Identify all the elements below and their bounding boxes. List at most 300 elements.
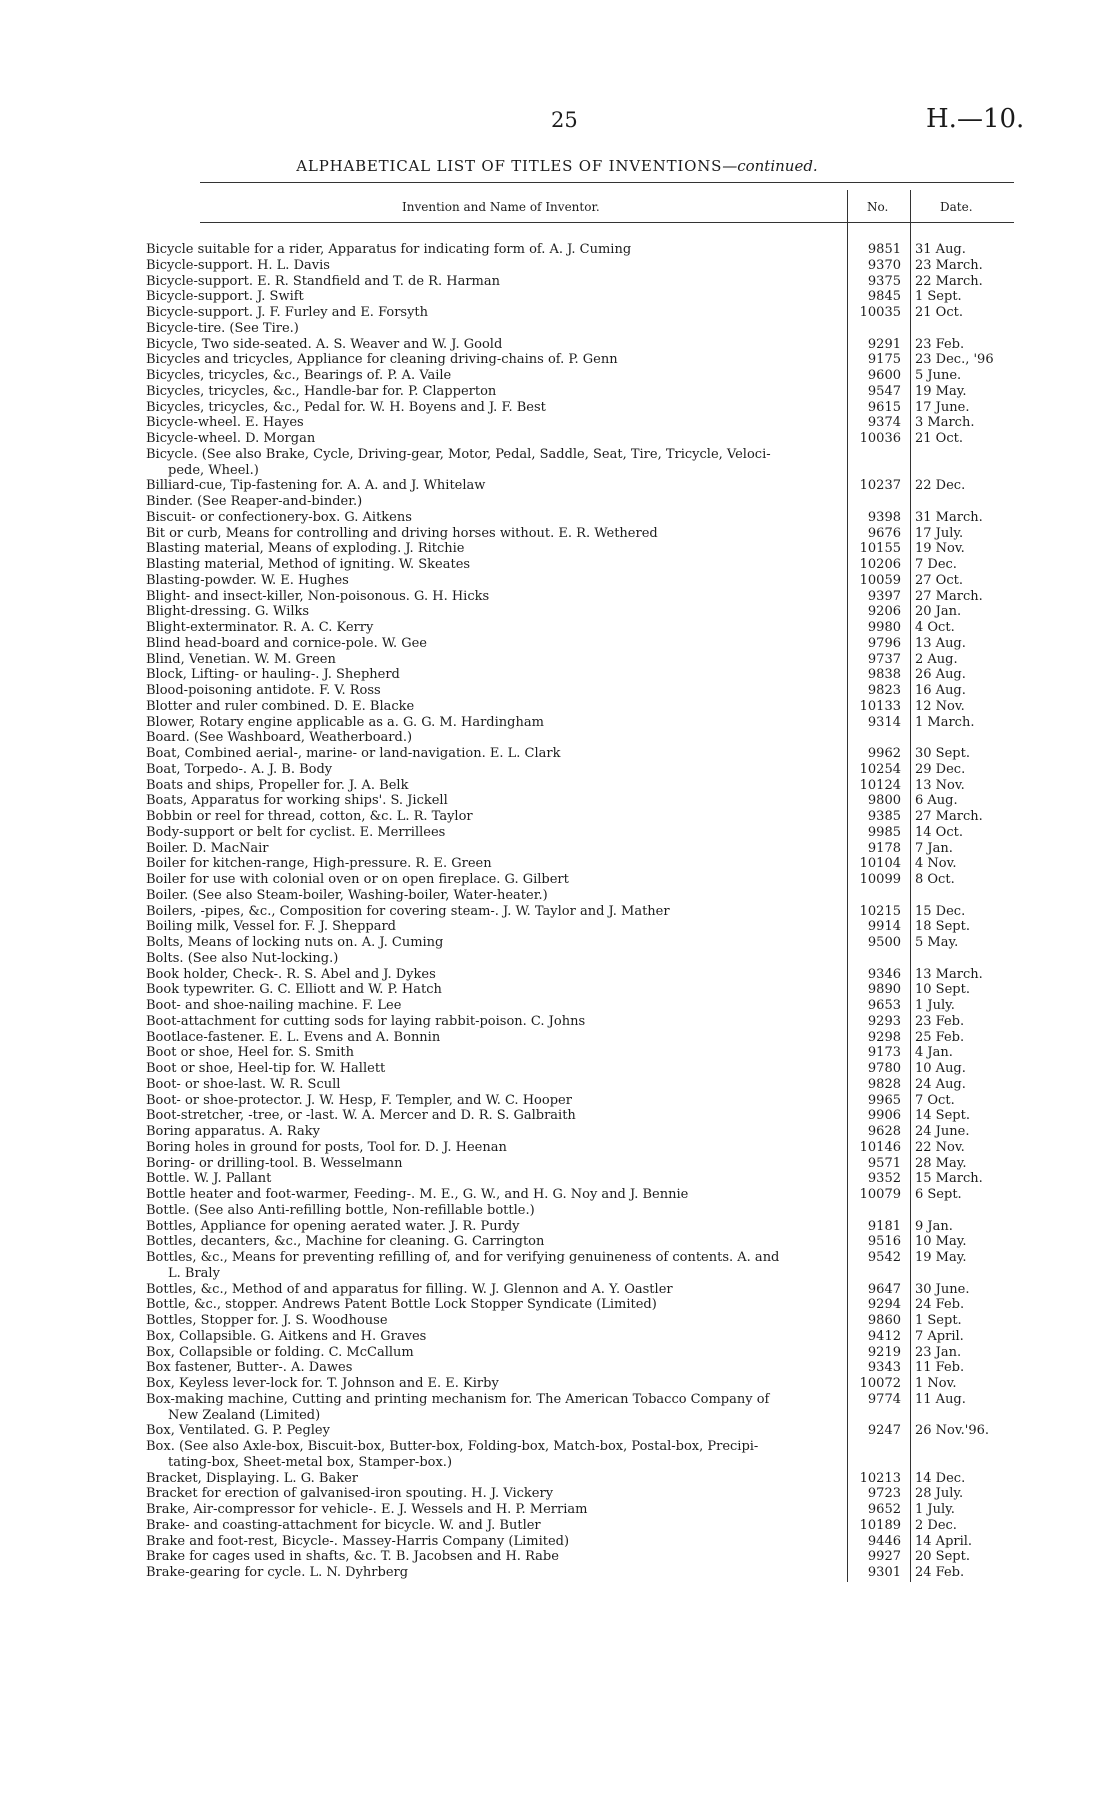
column-header-no: No. [867, 200, 889, 214]
invention-title: pede, Wheel.) [168, 462, 259, 478]
invention-title: Bottles, &c., Means for preventing refilling of, and for verifying genuineness of contents. A. and [146, 1250, 780, 1265]
table-row [146, 1171, 996, 1187]
table-row [146, 1313, 996, 1329]
patent-date: 7 April. [915, 1328, 964, 1344]
table-row [146, 1093, 996, 1109]
patent-number: 9375 [867, 273, 901, 289]
patent-date: 1 Sept. [915, 289, 962, 305]
patent-date: 24 Feb. [915, 1565, 965, 1580]
patent-date: 30 Sept. [915, 746, 970, 761]
invention-title: Book typewriter. G. C. Elliott and W. P. Hatch [146, 982, 442, 998]
table-row [146, 935, 996, 951]
invention-title: Boiler for kitchen-range, High-pressure. R. E. Green [146, 856, 492, 872]
patent-number: 9985 [867, 824, 901, 840]
patent-date: 20 Jan. [915, 604, 962, 620]
invention-title: L. Braly [168, 1265, 220, 1281]
invention-title: Blight-dressing. G. Wilks [146, 604, 310, 620]
patent-date: 26 Nov.'96. [915, 1423, 990, 1439]
table-row [146, 1014, 996, 1030]
invention-title: Boilers, -pipes, &c., Composition for covering steam-. J. W. Taylor and J. Mather [146, 903, 670, 919]
invention-title: Bottles, decanters, &c., Machine for cleaning. G. Carrington [146, 1234, 545, 1250]
patent-number: 9291 [867, 336, 901, 352]
patent-date: 23 Feb. [915, 1013, 965, 1029]
invention-title: Boring- or drilling-tool. B. Wesselmann [146, 1155, 403, 1171]
table-row [146, 1077, 996, 1093]
patent-number: 9181 [867, 1218, 901, 1234]
table-row [146, 1329, 996, 1345]
table-row [146, 841, 996, 857]
table-row [146, 1234, 996, 1250]
invention-title: Box-making machine, Cutting and printing mechanism for. The American Tobacco Company of [146, 1391, 770, 1407]
patent-number: 9600 [867, 368, 901, 383]
invention-title: Boiler. D. MacNair [146, 840, 269, 856]
patent-date: 23 Feb. [915, 336, 965, 352]
table-row [146, 683, 996, 699]
table-row [146, 904, 996, 920]
table-row [146, 573, 996, 589]
invention-title: Box fastener, Butter-. A. Dawes [146, 1360, 353, 1376]
table-row [146, 289, 996, 305]
patent-date: 11 Aug. [915, 1391, 966, 1407]
patent-number: 9314 [867, 714, 901, 730]
patent-number: 9175 [867, 352, 901, 368]
patent-date: 2 Dec. [915, 1517, 957, 1533]
invention-title: Boiler for use with colonial oven or on open fireplace. G. Gilbert [146, 872, 569, 887]
patent-number: 9780 [867, 1061, 901, 1076]
inventions-list [146, 242, 996, 1581]
table-row [146, 652, 996, 668]
invention-title: Bicycle suitable for a rider, Apparatus for indicating form of. A. J. Cuming [146, 242, 632, 257]
invention-title: Bracket, Displaying. L. G. Baker [146, 1470, 358, 1486]
patent-number: 10189 [859, 1517, 901, 1533]
patent-date: 10 Sept. [915, 982, 970, 998]
table-row [146, 1423, 996, 1439]
patent-number: 9774 [867, 1391, 901, 1407]
patent-date: 1 July. [915, 1502, 955, 1517]
patent-date: 25 Feb. [915, 1029, 965, 1045]
invention-title: Box, Collapsible. G. Aitkens and H. Graves [146, 1328, 427, 1344]
table-row [146, 589, 996, 605]
table-row [146, 1124, 996, 1140]
table-row [146, 1439, 996, 1455]
patent-date: 14 Dec. [915, 1470, 966, 1486]
invention-title: Book holder, Check-. R. S. Abel and J. Dykes [146, 966, 436, 982]
patent-number: 9446 [867, 1533, 901, 1549]
invention-title: Bottles, Stopper for. J. S. Woodhouse [146, 1313, 388, 1328]
table-row [146, 888, 996, 904]
invention-title: Bicycle-wheel. E. Hayes [146, 415, 304, 431]
invention-title: Boiler. (See also Steam-boiler, Washing-boiler, Water-heater.) [146, 887, 548, 903]
list-title [0, 157, 1114, 175]
patent-number: 9542 [867, 1250, 901, 1265]
patent-date: 1 March. [915, 714, 975, 730]
patent-number: 10213 [859, 1470, 901, 1486]
table-row [146, 337, 996, 353]
table-row [146, 604, 996, 620]
patent-number: 10237 [859, 478, 901, 494]
patent-date: 29 Dec. [915, 761, 966, 777]
patent-number: 9219 [867, 1344, 901, 1360]
patent-number: 9906 [867, 1108, 901, 1124]
invention-title: Bracket for erection of galvanised-iron spouting. H. J. Vickery [146, 1486, 554, 1502]
table-row [146, 1045, 996, 1061]
table-row [146, 1345, 996, 1361]
patent-date: 17 July. [915, 525, 964, 541]
table-row [146, 557, 996, 573]
patent-number: 10035 [859, 305, 901, 320]
list-title-suffix: —continued. [722, 157, 818, 175]
patent-date: 27 March. [915, 809, 983, 824]
invention-title: Bicycles, tricycles, &c., Bearings of. P. A. Vaile [146, 368, 452, 383]
table-row [146, 636, 996, 652]
patent-number: 9370 [867, 257, 901, 273]
table-row [146, 856, 996, 872]
table-row [146, 667, 996, 683]
patent-number: 9206 [867, 604, 901, 620]
invention-title: Boats and ships, Propeller for. J. A. Belk [146, 777, 409, 793]
patent-date: 24 Aug. [915, 1076, 966, 1092]
table-row [146, 1282, 996, 1298]
table-row [146, 1187, 996, 1203]
invention-title: Blasting-powder. W. E. Hughes [146, 572, 349, 588]
invention-title: Boot or shoe, Heel-tip for. W. Hallett [146, 1061, 386, 1076]
patent-number: 9346 [867, 966, 901, 982]
patent-date: 15 March. [915, 1171, 983, 1187]
table-row [146, 982, 996, 998]
table-row [146, 1518, 996, 1534]
patent-date: 14 Sept. [915, 1108, 970, 1124]
patent-number: 9828 [867, 1076, 901, 1092]
invention-title: Billiard-cue, Tip-fastening for. A. A. and J. Whitelaw [146, 478, 486, 494]
table-row [146, 730, 996, 746]
patent-number: 9845 [867, 289, 901, 305]
invention-title: Box, Keyless lever-lock for. T. Johnson and E. E. Kirby [146, 1376, 499, 1391]
table-row [146, 1549, 996, 1565]
header-bottom-rule [200, 222, 1014, 223]
patent-date: 19 May. [915, 383, 967, 399]
patent-date: 7 Jan. [915, 840, 953, 856]
patent-number: 10104 [859, 856, 901, 872]
patent-date: 23 March. [915, 257, 983, 273]
table-row [146, 1376, 996, 1392]
table-row [146, 242, 996, 258]
patent-number: 9343 [867, 1360, 901, 1376]
patent-date: 4 Jan. [915, 1045, 953, 1061]
patent-date: 21 Oct. [915, 305, 963, 320]
patent-date: 5 May. [915, 935, 959, 950]
table-row [146, 1455, 996, 1471]
table-row [146, 1565, 996, 1581]
invention-title: Bottle, &c., stopper. Andrews Patent Bottle Lock Stopper Syndicate (Limited) [146, 1297, 657, 1313]
invention-title: Binder. (See Reaper-and-binder.) [146, 494, 363, 509]
table-row [146, 541, 996, 557]
invention-title: Bicycles, tricycles, &c., Pedal for. W. H. Boyens and J. F. Best [146, 399, 546, 415]
invention-title: Boats, Apparatus for working ships'. S. Jickell [146, 793, 448, 809]
patent-number: 9173 [867, 1045, 901, 1061]
invention-title: Blind head-board and cornice-pole. W. Gee [146, 635, 427, 651]
patent-number: 9547 [867, 383, 901, 399]
patent-date: 22 Nov. [915, 1139, 965, 1155]
invention-title: Biscuit- or confectionery-box. G. Aitkens [146, 509, 412, 525]
patent-number: 10146 [859, 1139, 901, 1155]
patent-date: 28 May. [915, 1155, 967, 1171]
patent-date: 6 Sept. [915, 1187, 962, 1202]
invention-title: Bicycle. (See also Brake, Cycle, Driving-gear, Motor, Pedal, Saddle, Seat, Tire, Tricycle, Veloci- [146, 446, 771, 462]
table-row [146, 1108, 996, 1124]
patent-number: 9962 [867, 746, 901, 761]
patent-number: 9927 [867, 1549, 901, 1565]
table-row [146, 431, 996, 447]
table-row [146, 967, 996, 983]
table-row [146, 1392, 996, 1408]
invention-title: Blight- and insect-killer, Non-poisonous. G. H. Hicks [146, 588, 490, 604]
invention-title: Bottles, Appliance for opening aerated water. J. R. Purdy [146, 1218, 520, 1234]
patent-date: 20 Sept. [915, 1549, 970, 1565]
patent-number: 10059 [859, 572, 901, 588]
patent-date: 1 Sept. [915, 1313, 962, 1328]
patent-date: 14 Oct. [915, 824, 963, 840]
invention-title: Blasting material, Means of exploding. J. Ritchie [146, 541, 465, 557]
patent-date: 12 Nov. [915, 698, 965, 714]
patent-number: 9397 [867, 588, 901, 604]
patent-date: 14 April. [915, 1533, 973, 1549]
patent-number: 9615 [867, 399, 901, 415]
table-row [146, 1140, 996, 1156]
patent-number: 9571 [867, 1155, 901, 1171]
invention-title: Bicycles, tricycles, &c., Handle-bar for. P. Clapperton [146, 383, 497, 399]
table-row [146, 1030, 996, 1046]
invention-title: Boot- or shoe-last. W. R. Scull [146, 1076, 341, 1092]
patent-number: 9980 [867, 620, 901, 635]
patent-number: 9412 [867, 1328, 901, 1344]
table-row [146, 1408, 996, 1424]
table-row [146, 447, 996, 463]
invention-title: Blotter and ruler combined. D. E. Blacke [146, 698, 415, 714]
invention-title: Bicycle-support. H. L. Davis [146, 257, 330, 273]
invention-title: Boring holes in ground for posts, Tool for. D. J. Heenan [146, 1139, 507, 1155]
invention-title: Bicycle-support. J. Swift [146, 289, 304, 305]
patent-number: 10079 [859, 1187, 901, 1202]
patent-date: 4 Oct. [915, 620, 955, 635]
patent-date: 23 Dec., '96 [915, 352, 994, 368]
invention-title: Blower, Rotary engine applicable as a. G. G. M. Hardingham [146, 714, 544, 730]
table-row [146, 321, 996, 337]
table-row [146, 352, 996, 368]
patent-date: 31 Aug. [915, 242, 966, 257]
invention-title: Bottles, &c., Method of and apparatus for filling. W. J. Glennon and A. Y. Oastler [146, 1281, 673, 1297]
invention-title: Body-support or belt for cyclist. E. Merrillees [146, 824, 446, 840]
invention-title: Blind, Venetian. W. M. Green [146, 651, 336, 667]
list-title-main: ALPHABETICAL LIST OF TITLES OF INVENTIONS [296, 157, 723, 175]
invention-title: Bicycle-wheel. D. Morgan [146, 431, 316, 446]
invention-title: Box, Ventilated. G. P. Pegley [146, 1423, 330, 1439]
table-row [146, 494, 996, 510]
table-row [146, 1360, 996, 1376]
patent-date: 6 Aug. [915, 793, 958, 809]
patent-date: 1 July. [915, 998, 955, 1013]
patent-date: 11 Feb. [915, 1360, 965, 1376]
invention-title: Boot-stretcher, -tree, or -last. W. A. Mercer and D. R. S. Galbraith [146, 1108, 576, 1124]
invention-title: Bottle. W. J. Pallant [146, 1171, 272, 1187]
invention-title: Board. (See Washboard, Weatherboard.) [146, 730, 413, 746]
patent-date: 27 March. [915, 588, 983, 604]
patent-number: 9374 [867, 415, 901, 431]
invention-title: Bicycle, Two side-seated. A. S. Weaver and W. J. Goold [146, 336, 503, 352]
table-row [146, 809, 996, 825]
table-row [146, 778, 996, 794]
patent-number: 9653 [867, 998, 901, 1013]
invention-title: Box. (See also Axle-box, Biscuit-box, Butter-box, Folding-box, Match-box, Postal-box, Precipi- [146, 1439, 759, 1454]
patent-date: 16 Aug. [915, 683, 966, 698]
invention-title: Box, Collapsible or folding. C. McCallum [146, 1344, 414, 1360]
invention-title: New Zealand (Limited) [168, 1407, 321, 1423]
patent-date: 31 March. [915, 509, 983, 525]
patent-number: 9851 [867, 242, 901, 257]
document-reference: H.—10. [926, 104, 1025, 134]
table-row [146, 368, 996, 384]
patent-number: 9516 [867, 1234, 901, 1250]
patent-number: 9676 [867, 525, 901, 541]
patent-date: 17 June. [915, 399, 970, 415]
header-top-rule [200, 182, 1014, 183]
patent-number: 9247 [867, 1423, 901, 1439]
table-row [146, 384, 996, 400]
patent-date: 13 Nov. [915, 777, 965, 793]
patent-date: 30 June. [915, 1281, 970, 1297]
invention-title: Blood-poisoning antidote. F. V. Ross [146, 683, 381, 698]
patent-number: 9890 [867, 982, 901, 998]
invention-title: Bicycle-support. E. R. Standfield and T. de R. Harman [146, 273, 500, 289]
patent-date: 23 Jan. [915, 1344, 962, 1360]
table-row [146, 274, 996, 290]
table-row [146, 699, 996, 715]
table-row [146, 305, 996, 321]
patent-number: 9178 [867, 840, 901, 856]
table-row [146, 1250, 996, 1266]
patent-number: 9293 [867, 1013, 901, 1029]
invention-title: Boot-attachment for cutting sods for laying rabbit-poison. C. Johns [146, 1013, 586, 1029]
patent-number: 9823 [867, 683, 901, 698]
table-row [146, 746, 996, 762]
patent-date: 18 Sept. [915, 919, 970, 935]
invention-title: tating-box, Sheet-metal box, Stamper-box.) [168, 1454, 453, 1470]
invention-title: Boiling milk, Vessel for. F. J. Sheppard [146, 919, 396, 935]
patent-number: 10072 [859, 1376, 901, 1391]
patent-date: 24 June. [915, 1124, 970, 1139]
patent-date: 4 Nov. [915, 856, 957, 872]
invention-title: Boat, Torpedo-. A. J. B. Body [146, 761, 333, 777]
patent-date: 9 Jan. [915, 1218, 953, 1234]
patent-number: 9628 [867, 1124, 901, 1139]
patent-date: 1 Nov. [915, 1376, 957, 1391]
patent-number: 9647 [867, 1281, 901, 1297]
invention-title: Boot- and shoe-nailing machine. F. Lee [146, 998, 402, 1013]
patent-date: 22 March. [915, 273, 983, 289]
invention-title: Blight-exterminator. R. A. C. Kerry [146, 620, 374, 635]
patent-number: 9800 [867, 793, 901, 809]
patent-number: 10124 [859, 777, 901, 793]
invention-title: Boot- or shoe-protector. J. W. Hesp, F. Templer, and W. C. Hooper [146, 1092, 572, 1108]
patent-number: 9796 [867, 635, 901, 651]
table-row [146, 1266, 996, 1282]
invention-title: Brake for cages used in shafts, &c. T. B. Jacobsen and H. Rabe [146, 1549, 559, 1565]
patent-number: 9398 [867, 509, 901, 525]
patent-date: 26 Aug. [915, 667, 966, 683]
patent-number: 10155 [859, 541, 901, 557]
patent-date: 15 Dec. [915, 903, 966, 919]
patent-date: 27 Oct. [915, 572, 963, 588]
table-row [146, 526, 996, 542]
patent-date: 7 Dec. [915, 557, 957, 572]
invention-title: Bicycle-support. J. F. Furley and E. Forsyth [146, 305, 429, 320]
patent-number: 9298 [867, 1029, 901, 1045]
table-row [146, 762, 996, 778]
invention-title: Boot or shoe, Heel for. S. Smith [146, 1045, 354, 1061]
patent-number: 9301 [867, 1565, 901, 1580]
patent-number: 10099 [859, 872, 901, 887]
table-row [146, 510, 996, 526]
patent-date: 13 Aug. [915, 635, 966, 651]
patent-date: 5 June. [915, 368, 962, 383]
invention-title: Bit or curb, Means for controlling and driving horses without. E. R. Wethered [146, 525, 658, 541]
table-row [146, 1534, 996, 1550]
patent-date: 13 March. [915, 966, 983, 982]
patent-number: 10215 [859, 903, 901, 919]
table-row [146, 1502, 996, 1518]
invention-title: Brake- and coasting-attachment for bicycle. W. and J. Butler [146, 1517, 541, 1533]
table-row [146, 478, 996, 494]
table-row [146, 951, 996, 967]
patent-date: 28 July. [915, 1486, 964, 1502]
invention-title: Bicycles and tricycles, Appliance for cleaning driving-chains of. P. Genn [146, 352, 618, 368]
patent-number: 10206 [859, 557, 901, 572]
invention-title: Blasting material, Method of igniting. W. Skeates [146, 557, 471, 572]
column-header-invention: Invention and Name of Inventor. [402, 200, 600, 214]
page-number: 25 [551, 108, 578, 132]
table-row [146, 793, 996, 809]
invention-title: Brake, Air-compressor for vehicle-. E. J. Wessels and H. P. Merriam [146, 1502, 588, 1517]
patent-number: 9500 [867, 935, 901, 950]
invention-title: Block, Lifting- or hauling-. J. Shepherd [146, 667, 400, 683]
patent-date: 19 Nov. [915, 541, 965, 557]
invention-title: Bootlace-fastener. E. L. Evens and A. Bonnin [146, 1029, 441, 1045]
invention-title: Boat, Combined aerial-, marine- or land-navigation. E. L. Clark [146, 746, 561, 761]
patent-date: 21 Oct. [915, 431, 963, 446]
patent-number: 9723 [867, 1486, 901, 1502]
table-row [146, 998, 996, 1014]
table-row [146, 825, 996, 841]
invention-title: Bolts. (See also Nut-locking.) [146, 950, 339, 966]
invention-title: Bolts, Means of locking nuts on. A. J. Cuming [146, 935, 444, 950]
table-row [146, 872, 996, 888]
patent-date: 2 Aug. [915, 651, 958, 667]
patent-date: 10 Aug. [915, 1061, 966, 1076]
table-row [146, 400, 996, 416]
patent-date: 7 Oct. [915, 1092, 955, 1108]
patent-number: 9914 [867, 919, 901, 935]
patent-number: 9860 [867, 1313, 901, 1328]
table-row [146, 1471, 996, 1487]
patent-number: 10254 [859, 761, 901, 777]
patent-date: 8 Oct. [915, 872, 955, 887]
patent-number: 9652 [867, 1502, 901, 1517]
invention-title: Bobbin or reel for thread, cotton, &c. L. R. Taylor [146, 809, 473, 824]
patent-number: 9385 [867, 809, 901, 824]
table-row [146, 1156, 996, 1172]
column-header-date: Date. [940, 200, 973, 214]
patent-number: 10133 [859, 698, 901, 714]
patent-number: 9352 [867, 1171, 901, 1187]
